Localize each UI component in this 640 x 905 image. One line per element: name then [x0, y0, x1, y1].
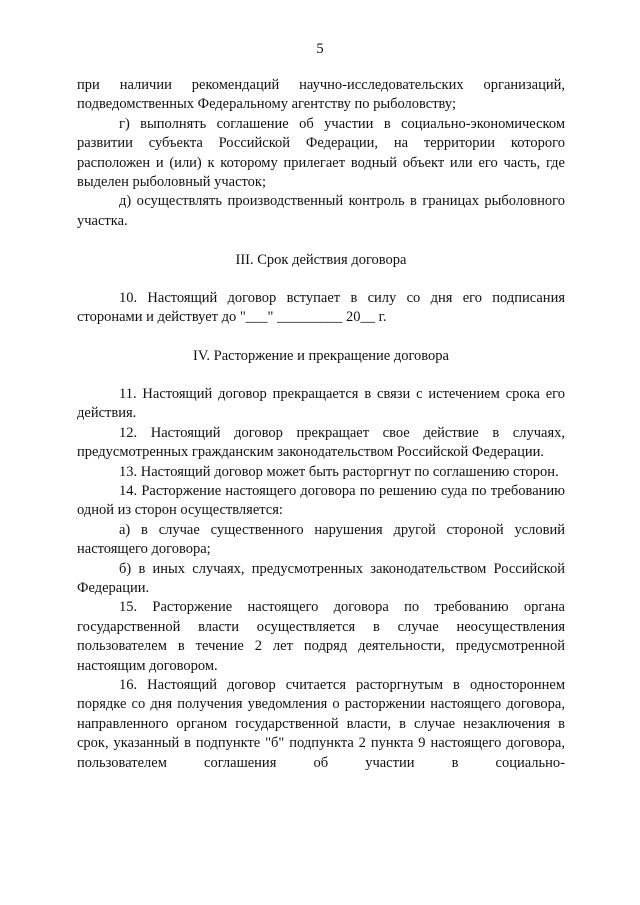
paragraph: 12. Настоящий договор прекращает свое действие в случаях, предусмотренных гражданским законодательством Российской Федерации. — [77, 424, 565, 461]
paragraph: 10. Настоящий договор вступает в силу со дня его подписания сторонами и действует до "___" _________ 20__ г. — [77, 289, 565, 326]
paragraph: г) выполнять соглашение об участии в социально-экономическом развитии субъекта Российской Федерации, на территории которого расположен и (или) к которому прилегает водный объект или его часть, где выделен рыболовный участок; — [77, 115, 565, 191]
section-heading: III. Срок действия договора — [235, 252, 407, 269]
paragraph: 16. Настоящий договор считается расторгнутым в одностороннем порядке со дня получения уведомления о расторжении настоящего договора, направленного органом государственной власти, в случае незаключения в срок, указанный в подпункте "б" подпункта 2 пункта 9 настоящего договора, пользователем соглашения об участии в социально- — [77, 676, 565, 771]
paragraph: при наличии рекомендаций научно-исследовательских организаций, подведомственных Федеральному агентству по рыболовству; — [77, 77, 565, 113]
paragraph: б) в иных случаях, предусмотренных законодательством Российской Федерации. — [77, 560, 565, 596]
paragraph: 15. Расторжение настоящего договора по требованию органа государственной власти осуществляется в случае неосуществления пользователем в течение 2 лет подряд деятельности, предусмотренной настоящим договором. — [77, 599, 565, 674]
paragraph: а) в случае существенного нарушения другой стороной условий настоящего договора; — [77, 521, 565, 558]
paragraph: 14. Расторжение настоящего договора по решению суда по требованию одной из сторон осуществляется: — [77, 482, 565, 519]
section-heading: IV. Расторжение и прекращение договора — [193, 348, 449, 365]
paragraph: 11. Настоящий договор прекращается в связи с истечением срока его действия. — [77, 385, 565, 422]
paragraph: 13. Настоящий договор может быть расторгнут по соглашению сторон. — [119, 463, 559, 480]
document-body — [77, 76, 565, 773]
paragraph: д) осуществлять производственный контроль в границах рыболовного участка. — [77, 193, 565, 229]
page-number: 5 — [316, 41, 324, 57]
